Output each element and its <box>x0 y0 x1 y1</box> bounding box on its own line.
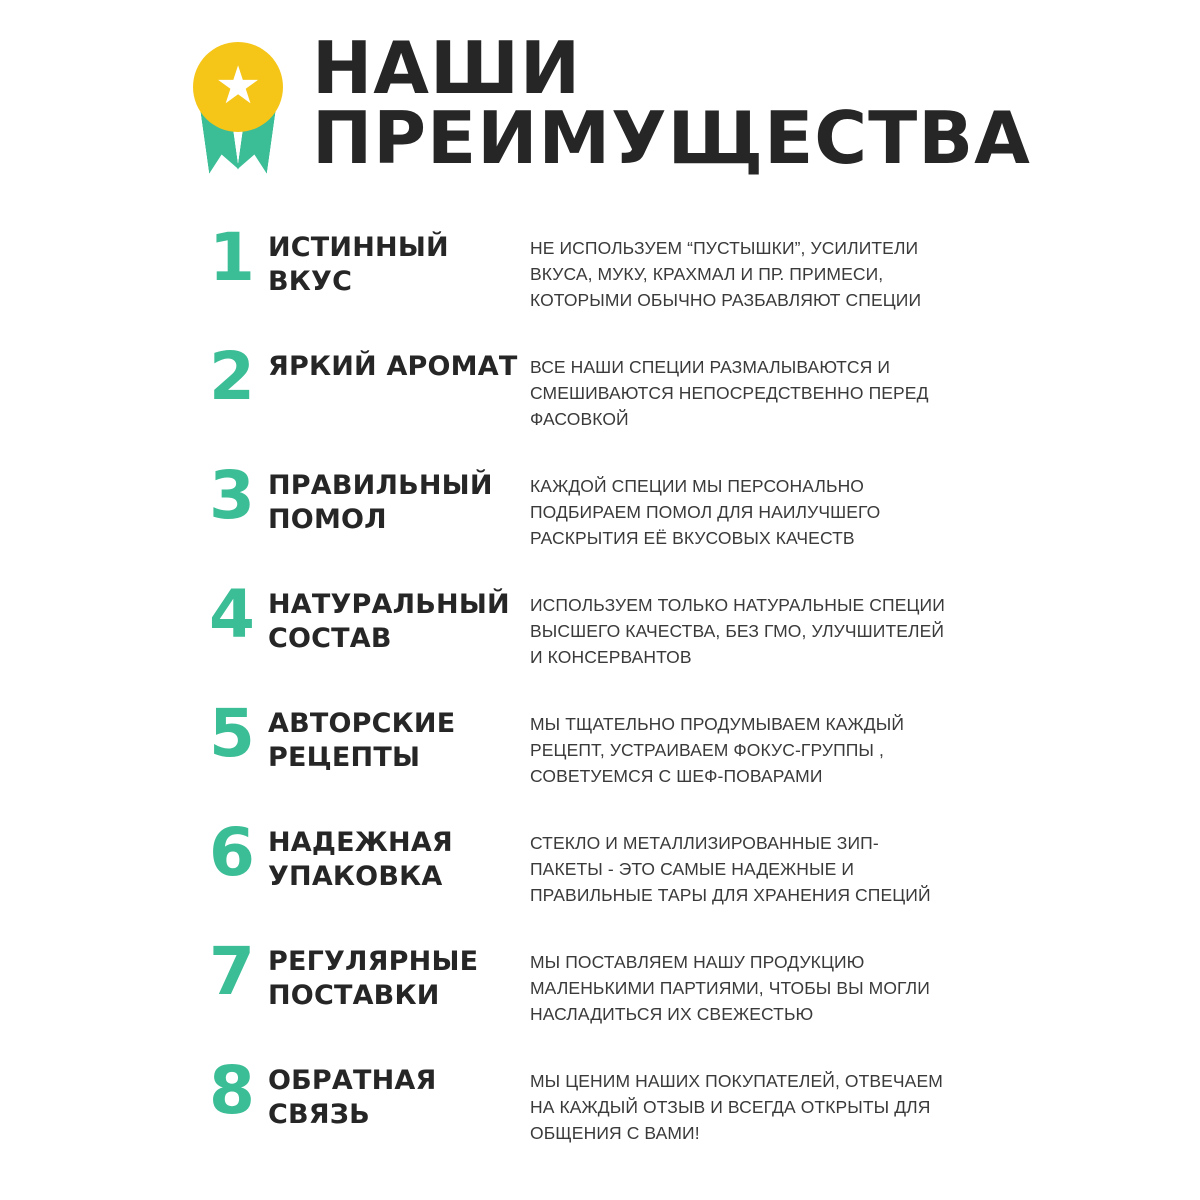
item-title: РЕГУЛЯРНЫЕ ПОСТАВКИ <box>268 945 479 1011</box>
item-number: 2 <box>209 337 255 415</box>
list-item <box>196 694 1200 789</box>
item-number: 1 <box>209 218 255 296</box>
item-number: 4 <box>209 575 255 653</box>
item-title: ПРАВИЛЬНЫЙ ПОМОЛ <box>268 469 493 535</box>
item-description: СТЕКЛО И МЕТАЛЛИЗИРОВАННЫЕ ЗИП-ПАКЕТЫ - ЭТО САМЫЕ НАДЕЖНЫЕ И ПРАВИЛЬНЫЕ ТАРЫ ДЛЯ ХРАНЕНИЯ СПЕЦИЙ <box>530 832 931 905</box>
item-title: АВТОРСКИЕ РЕЦЕПТЫ <box>268 707 456 773</box>
list-item <box>196 337 1200 432</box>
title-line-2: ПРЕИМУЩЕСТВА <box>312 96 1031 181</box>
header <box>0 0 1200 181</box>
star-glyph: ★ <box>214 57 262 115</box>
item-number: 6 <box>209 813 255 891</box>
item-title: ИСТИННЫЙ ВКУС <box>268 231 449 297</box>
item-number: 8 <box>209 1051 255 1129</box>
item-title: НАДЕЖНАЯ УПАКОВКА <box>268 826 453 892</box>
item-title: ЯРКИЙ АРОМАТ <box>268 350 518 382</box>
item-description: МЫ ТЩАТЕЛЬНО ПРОДУМЫВАЕМ КАЖДЫЙ РЕЦЕПТ, УСТРАИВАЕМ ФОКУС-ГРУППЫ , СОВЕТУЕМСЯ С ШЕФ-ПОВАРАМИ <box>530 713 905 786</box>
badge-disc <box>193 42 283 132</box>
item-description: КАЖДОЙ СПЕЦИИ МЫ ПЕРСОНАЛЬНО ПОДБИРАЕМ ПОМОЛ ДЛЯ НАИЛУЧШЕГО РАСКРЫТИЯ ЕЁ ВКУСОВЫХ КАЧЕСТВ <box>530 475 881 548</box>
item-title: НАТУРАЛЬНЫЙ СОСТАВ <box>268 588 510 654</box>
award-star-icon <box>190 42 286 172</box>
title-line-1: НАШИ <box>312 26 582 110</box>
page-title <box>312 26 1031 181</box>
item-number: 3 <box>209 456 255 534</box>
item-description: НЕ ИСПОЛЬЗУЕМ “ПУСТЫШКИ”, УСИЛИТЕЛИ ВКУСА, МУКУ, КРАХМАЛ И ПР. ПРИМЕСИ, КОТОРЫМИ ОБЫЧНО РАЗБАВЛЯЮТ СПЕЦИИ <box>530 237 922 310</box>
list-item <box>196 456 1200 551</box>
item-description: МЫ ЦЕНИМ НАШИХ ПОКУПАТЕЛЕЙ, ОТВЕЧАЕМ НА КАЖДЫЙ ОТЗЫВ И ВСЕГДА ОТКРЫТЫ ДЛЯ ОБЩЕНИЯ С ВАМИ! <box>530 1070 943 1143</box>
list-item <box>196 218 1200 313</box>
item-number: 7 <box>209 932 255 1010</box>
item-number: 5 <box>209 694 255 772</box>
list-item <box>196 932 1200 1027</box>
list-item <box>196 1051 1200 1146</box>
item-description: ВСЕ НАШИ СПЕЦИИ РАЗМАЛЫВАЮТСЯ И СМЕШИВАЮТСЯ НЕПОСРЕДСТВЕННО ПЕРЕД ФАСОВКОЙ <box>530 356 929 429</box>
advantages-list <box>0 218 1200 1146</box>
item-description: ИСПОЛЬЗУЕМ ТОЛЬКО НАТУРАЛЬНЫЕ СПЕЦИИ ВЫСШЕГО КАЧЕСТВА, БЕЗ ГМО, УЛУЧШИТЕЛЕЙ И КОНСЕРВАНТОВ <box>530 594 945 667</box>
list-item <box>196 813 1200 908</box>
item-description: МЫ ПОСТАВЛЯЕМ НАШУ ПРОДУКЦИЮ МАЛЕНЬКИМИ ПАРТИЯМИ, ЧТОБЫ ВЫ МОГЛИ НАСЛАДИТЬСЯ ИХ СВЕЖЕСТЬЮ <box>530 951 930 1024</box>
list-item <box>196 575 1200 670</box>
item-title: ОБРАТНАЯ СВЯЗЬ <box>268 1064 437 1130</box>
